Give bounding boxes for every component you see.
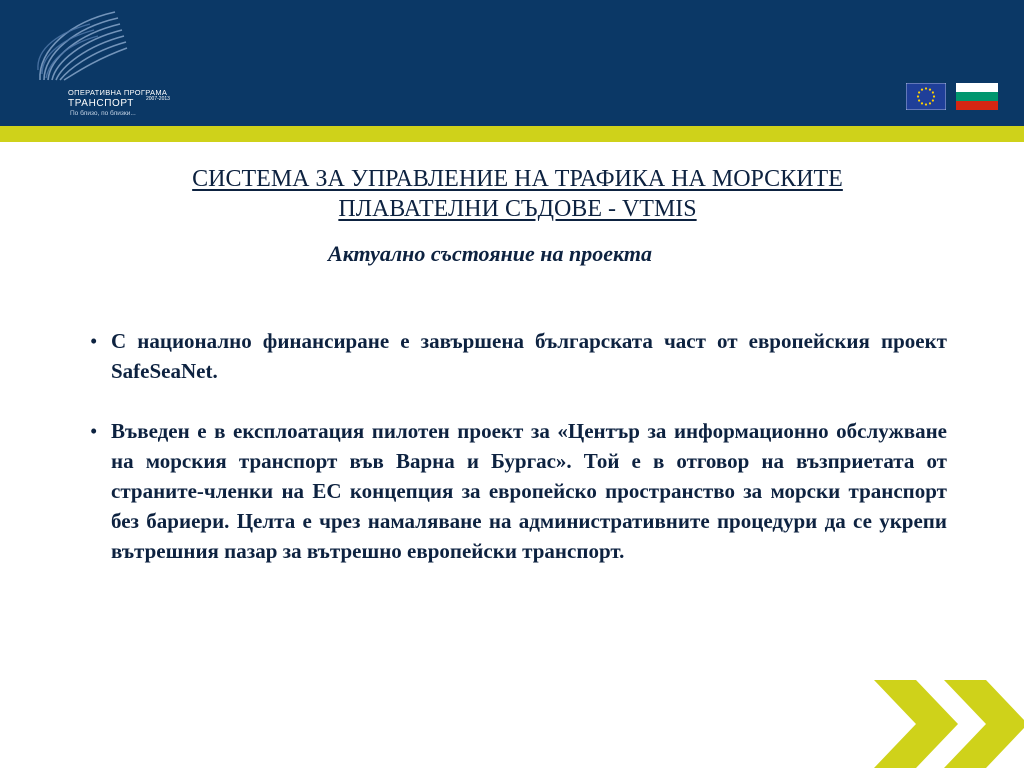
- logo-years: 2007-2013: [146, 96, 170, 102]
- slide-title-line-2: ПЛАВАТЕЛНИ СЪДОВЕ - VTMIS: [338, 196, 697, 222]
- bullet-marker: •: [90, 419, 98, 443]
- bullet-text: Въведен е в експлоатация пилотен проект за «Център за информационно обслужване на морския транспорт във Варна и Бургас». Той е в отговор на възприетата от страните-членки на ЕС концепция за европейско пространство за морски транспорт без бариери. Целта е чрез намаляване на административните процедури да се укрепи вътрешния пазар за вътрешно европейски транспорт.: [111, 419, 947, 563]
- header-band: [0, 0, 1024, 126]
- bullet-item: [90, 416, 947, 566]
- slide-title: [60, 164, 975, 224]
- bulgaria-flag-icon: [956, 83, 998, 110]
- logo-program-label: ОПЕРАТИВНА ПРОГРАМА: [68, 88, 168, 97]
- program-logo: [30, 10, 190, 116]
- logo-tagline: По близо, по близки...: [70, 110, 136, 117]
- bullet-list: [90, 326, 947, 566]
- accent-bar: [0, 126, 1024, 142]
- bullet-marker: •: [90, 329, 98, 353]
- eu-flag-icon: [906, 83, 946, 110]
- logo-program-name: ТРАНСПОРТ: [68, 98, 134, 109]
- next-chevrons-icon: [872, 680, 1024, 768]
- bullet-text: С национално финансиране е завършена българската част от европейския проект SafeSeaNet.: [111, 329, 947, 383]
- slide-subtitle: Актуално състояние на проекта: [328, 241, 652, 266]
- bullet-item: [90, 326, 947, 386]
- logo-swirl-icon: [30, 10, 140, 90]
- slide-title-line-1: СИСТЕМА ЗА УПРАВЛЕНИЕ НА ТРАФИКА НА МОРСКИТЕ: [192, 166, 843, 192]
